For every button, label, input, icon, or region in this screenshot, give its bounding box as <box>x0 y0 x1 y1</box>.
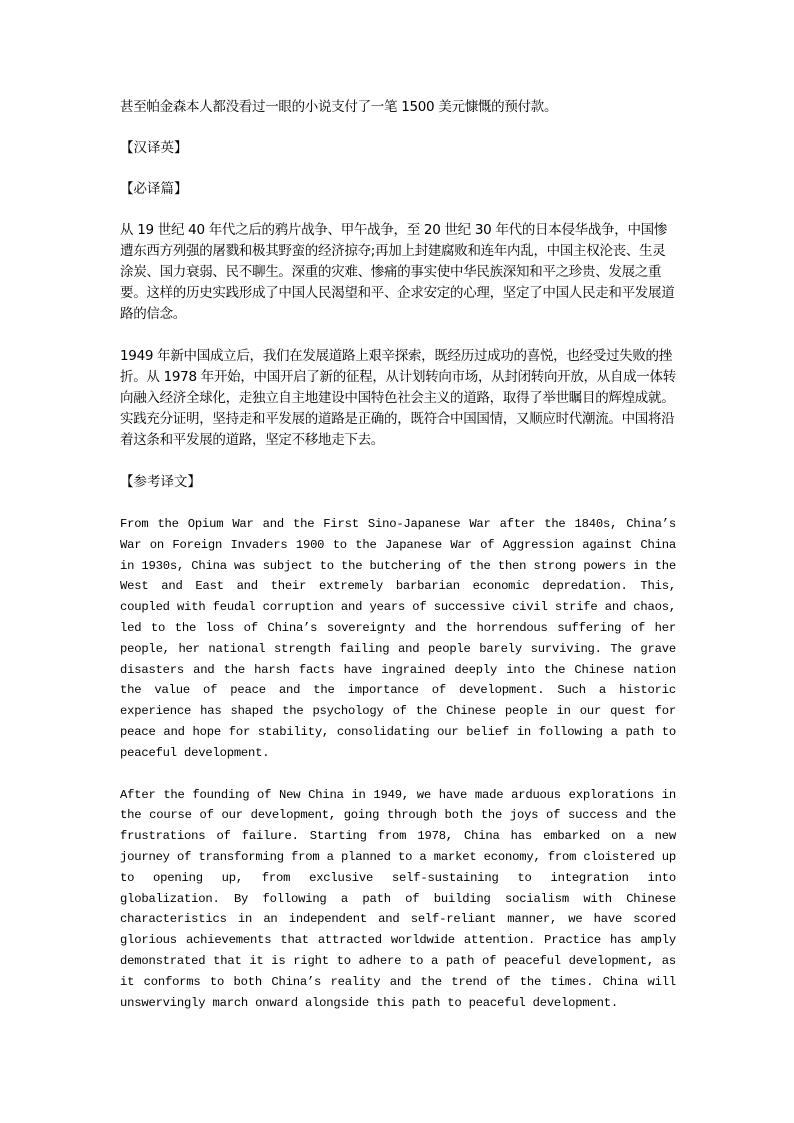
spacer <box>120 764 676 785</box>
reference-heading: 【参考译文】 <box>120 474 201 490</box>
spacer <box>120 451 676 472</box>
translation-paragraph-2: After the founding of New China in 1949, we have made arduous explorations in the course of our development, going through both the joys of success and the frustrations of failure. Starting from 1978, China has embarked on a new journey of transforming from a planned to a market economy, from cloistered up to opening up, from exclusive self-sustaining to integration into globalization. By following a path of building socialism with Chinese characteristics in an independent and self-reliant manner, we have scored glorious achievements that attracted worldwide attention. Practice has amply demonstrated that it is right to adhere to a path of peaceful development, as it conforms to both China’s reality and the trend of the times. China will unswervingly march onward alongside this path to peaceful development. <box>120 787 676 1010</box>
spacer <box>120 200 676 220</box>
document-page <box>120 97 676 1013</box>
spacer <box>120 159 676 179</box>
spacer <box>120 118 676 138</box>
translation-paragraph-1: From the Opium War and the First Sino-Japanese War after the 1840s, China’s War on Foreign Invaders 1900 to the Japanese War of Aggression against China in 1930s, China was subject to the butchering of the then strong powers in the West and East and their extremely barbarian economic depredation. This, coupled with feudal corruption and years of successive civil strife and chaos, led to the loss of China’s sovereignty and the horrendous suffering of her people, her national strength failing and people barely surviving. The grave disasters and the harsh facts have ingrained deeply into the Chinese nation the value of peace and the importance of development. Such a historic experience has shaped the psychology of the Chinese people in our quest for peace and hope for stability, consolidating our belief in following a path to peaceful development. <box>120 517 676 760</box>
spacer <box>120 325 676 346</box>
intro-line: 甚至帕金森本人都没看过一眼的小说支付了一笔 1500 美元慷慨的预付款。 <box>120 99 558 115</box>
subsection-heading: 【必译篇】 <box>120 181 188 197</box>
source-paragraph-1: 从 19 世纪 40 年代之后的鸦片战争、甲午战争，至 20 世纪 30 年代的日本侵华战争，中国惨遭东西方列强的屠戮和极其野蛮的经济掠夺;再加上封建腐败和连年内乱，中国主权沦丧、生灵涂炭、国力衰弱、民不聊生。深重的灾难、惨痛的事实使中华民族深知和平之珍贵、发展之重要。这样的历史实践形成了中国人民渴望和平、企求安定的心理，坚定了中国人民走和平发展道路的信念。 <box>120 222 675 322</box>
source-paragraph-2: 1949 年新中国成立后，我们在发展道路上艰辛探索，既经历过成功的喜悦，也经受过失败的挫折。从 1978 年开始，中国开启了新的征程，从计划转向市场，从封闭转向开放，从自成一体转向融入经济全球化，走独立自主地建设中国特色社会主义的道路，取得了举世瞩目的辉煌成就。实践充分证明，坚持走和平发展的道路是正确的，既符合中国国情，又顺应时代潮流。中国将沿着这条和平发展的道路，坚定不移地走下去。 <box>120 348 676 448</box>
section-heading: 【汉译英】 <box>120 140 188 156</box>
spacer <box>120 493 676 514</box>
